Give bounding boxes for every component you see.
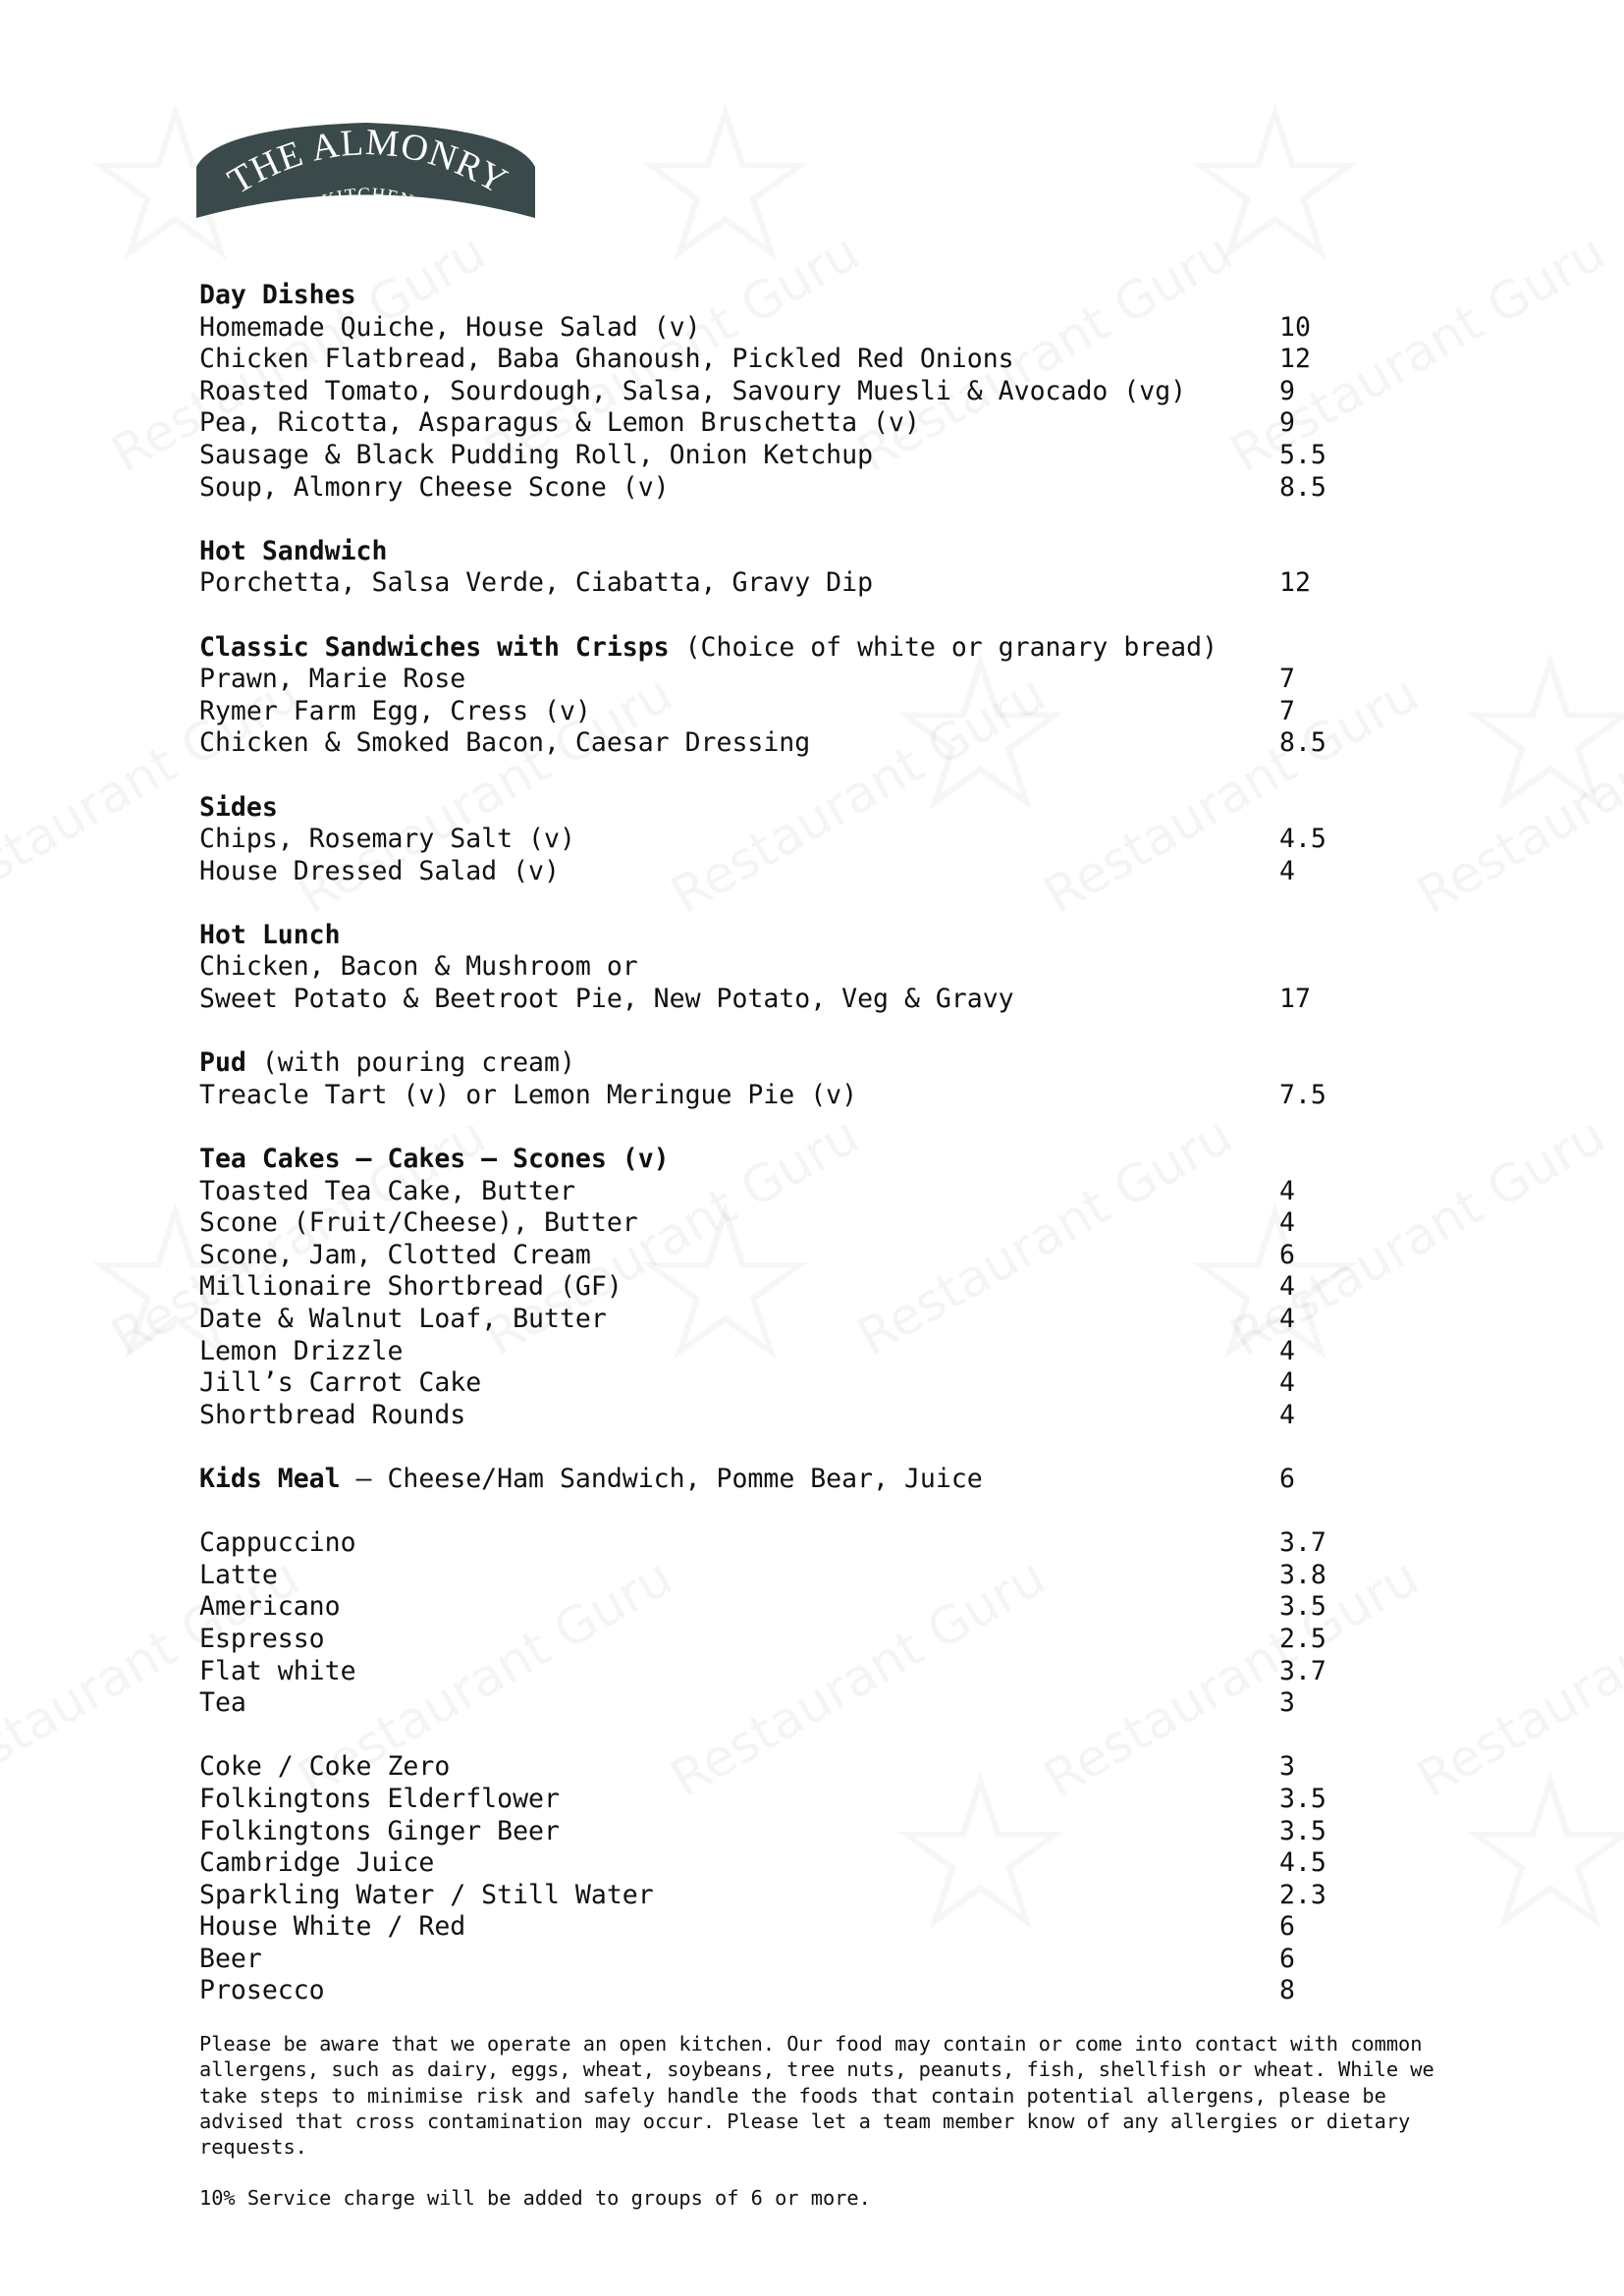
item-price: 4 bbox=[1279, 1271, 1295, 1303]
section-title: Kids Meal bbox=[199, 1463, 341, 1494]
menu-item bbox=[199, 1911, 1378, 1944]
section-gap bbox=[199, 600, 1378, 632]
menu-item bbox=[199, 1560, 1378, 1592]
section-title: Pud bbox=[199, 1047, 246, 1079]
section-title: Tea Cakes – Cakes – Scones (v) bbox=[199, 1144, 670, 1175]
item-name: Homemade Quiche, House Salad (v) bbox=[199, 311, 701, 343]
item-price: 4 bbox=[1279, 1304, 1295, 1334]
service-charge-note: 10% Service charge will be added to groups of 6 or more. bbox=[199, 2186, 871, 2210]
menu-item bbox=[199, 1816, 1378, 1848]
item-price: 4 bbox=[1279, 1175, 1295, 1206]
item-price: 12 bbox=[1279, 567, 1311, 599]
item-price: 3.5 bbox=[1279, 1783, 1326, 1814]
item-price: 3.5 bbox=[1279, 1591, 1326, 1623]
item-price: 17 bbox=[1279, 984, 1311, 1015]
menu-item bbox=[199, 1176, 1378, 1208]
menu-item bbox=[199, 1304, 1378, 1336]
item-name: Jill’s Carrot Cake bbox=[199, 1367, 482, 1399]
item-name: Cambridge Juice bbox=[199, 1847, 435, 1879]
section-heading bbox=[199, 1047, 1378, 1080]
item-price: 2.3 bbox=[1279, 1879, 1326, 1910]
section-heading bbox=[199, 280, 1378, 312]
item-name: Rymer Farm Egg, Cress (v) bbox=[199, 695, 591, 726]
menu-item bbox=[199, 1624, 1378, 1656]
menu-item bbox=[199, 856, 1378, 888]
menu-item bbox=[199, 1751, 1378, 1784]
star-fork-icon bbox=[1178, 59, 1372, 310]
item-name: Soup, Almonry Cheese Scone (v) bbox=[199, 471, 670, 503]
item-name: Prosecco bbox=[199, 1975, 325, 2006]
section-heading bbox=[199, 632, 1378, 665]
section-heading bbox=[199, 920, 1378, 952]
item-name: Folkingtons Elderflower bbox=[199, 1783, 560, 1814]
item-price: 4 bbox=[1279, 1367, 1295, 1399]
item-price: 4.5 bbox=[1279, 824, 1326, 855]
allergen-notice: Please be aware that we operate an open kitchen. Our food may contain or come into contact with common allergens, such as dairy, eggs, wheat, soybeans, tree nuts, peanuts, fish, shellfish or wheat. While we take steps to minimise risk and safely handle the foods that contain potential allergens, please be advised that cross contamination may occur. Please let a team member know of any allergies or dietary requests. bbox=[199, 2032, 1435, 2160]
item-price: 8.5 bbox=[1279, 727, 1326, 759]
item-name: Sparkling Water / Still Water bbox=[199, 1879, 654, 1910]
section-gap bbox=[199, 1431, 1378, 1464]
section-heading bbox=[199, 536, 1378, 568]
item-name: Porchetta, Salsa Verde, Ciabatta, Gravy Dip bbox=[199, 567, 874, 599]
section-note: (with pouring cream) bbox=[245, 1047, 575, 1079]
item-price: 4 bbox=[1279, 1335, 1295, 1366]
section-title: Hot Sandwich bbox=[199, 535, 388, 566]
menu-item bbox=[199, 567, 1378, 600]
item-name: Tea bbox=[199, 1687, 246, 1719]
star-fork-icon bbox=[1453, 1728, 1624, 1979]
menu-list bbox=[199, 280, 1378, 2007]
section-gap bbox=[199, 887, 1378, 920]
item-price: 8.5 bbox=[1279, 471, 1326, 503]
star-fork-icon bbox=[628, 59, 822, 310]
item-price: 6 bbox=[1279, 1943, 1295, 1974]
item-price: 7 bbox=[1279, 664, 1295, 695]
item-price: 7.5 bbox=[1279, 1079, 1326, 1110]
menu-item bbox=[199, 1847, 1378, 1880]
item-name: Prawn, Marie Rose bbox=[199, 664, 466, 695]
star-fork-icon bbox=[1453, 609, 1624, 860]
item-name: Chicken, Bacon & Mushroom or bbox=[199, 951, 638, 983]
item-name: Millionaire Shortbread (GF) bbox=[199, 1271, 623, 1303]
menu-item bbox=[199, 1240, 1378, 1272]
section-gap bbox=[199, 1016, 1378, 1048]
item-price: 12 bbox=[1279, 344, 1311, 375]
item-name: Americano bbox=[199, 1591, 341, 1623]
item-price: 8 bbox=[1279, 1975, 1295, 2006]
item-price: 2.5 bbox=[1279, 1623, 1326, 1654]
item-name: Sausage & Black Pudding Roll, Onion Ketchup bbox=[199, 439, 874, 470]
item-price bbox=[1279, 951, 1378, 984]
section-price bbox=[1279, 632, 1378, 665]
menu-item bbox=[199, 824, 1378, 856]
item-name: Coke / Coke Zero bbox=[199, 1751, 451, 1783]
menu-item bbox=[199, 1527, 1378, 1560]
item-name: Date & Walnut Loaf, Butter bbox=[199, 1304, 607, 1334]
section-price bbox=[1279, 1144, 1378, 1176]
item-name: Chicken Flatbread, Baba Ghanoush, Pickled Red Onions bbox=[199, 344, 1014, 375]
item-name: Treacle Tart (v) or Lemon Meringue Pie (v) bbox=[199, 1079, 858, 1110]
section-note: (Choice of white or granary bread) bbox=[669, 631, 1218, 663]
section-title: Classic Sandwiches with Crisps bbox=[199, 631, 670, 663]
item-name: Chicken & Smoked Bacon, Caesar Dressing bbox=[199, 727, 811, 759]
menu-item bbox=[199, 1687, 1378, 1720]
menu-item bbox=[199, 1367, 1378, 1400]
menu-item bbox=[199, 951, 1378, 984]
section-title: Hot Lunch bbox=[199, 919, 341, 950]
item-price: 9 bbox=[1279, 375, 1295, 406]
menu-item bbox=[199, 1656, 1378, 1688]
section-title: Day Dishes bbox=[199, 280, 356, 310]
item-price: 3.7 bbox=[1279, 1527, 1326, 1559]
menu-item bbox=[199, 312, 1378, 345]
logo-subtitle: KITCHEN bbox=[320, 184, 416, 213]
item-name: Roasted Tomato, Sourdough, Salsa, Savoury Muesli & Avocado (vg) bbox=[199, 375, 1187, 406]
watermark-text bbox=[1408, 665, 1624, 926]
item-price: 10 bbox=[1279, 311, 1311, 343]
item-price: 4 bbox=[1279, 1399, 1295, 1430]
item-price: 6 bbox=[1279, 1239, 1295, 1270]
item-price: 3.7 bbox=[1279, 1655, 1326, 1686]
section-note: – Cheese/Ham Sandwich, Pomme Bear, Juice bbox=[340, 1463, 983, 1494]
item-name: Sweet Potato & Beetroot Pie, New Potato, Veg & Gravy bbox=[199, 984, 1014, 1015]
item-name: Scone (Fruit/Cheese), Butter bbox=[199, 1207, 638, 1239]
menu-item bbox=[199, 440, 1378, 472]
item-name: Toasted Tea Cake, Butter bbox=[199, 1175, 575, 1206]
item-price: 9 bbox=[1279, 407, 1295, 439]
menu-item bbox=[199, 696, 1378, 728]
item-price: 3 bbox=[1279, 1687, 1295, 1719]
item-name: Shortbread Rounds bbox=[199, 1399, 466, 1430]
item-price: 3.8 bbox=[1279, 1559, 1326, 1590]
item-price: 3.5 bbox=[1279, 1815, 1326, 1846]
section-gap bbox=[199, 1720, 1378, 1752]
section-title: Sides bbox=[199, 791, 278, 823]
section-heading bbox=[199, 792, 1378, 825]
menu-item bbox=[199, 1975, 1378, 2007]
item-name: Chips, Rosemary Salt (v) bbox=[199, 824, 575, 855]
section-gap bbox=[199, 1496, 1378, 1528]
menu-item bbox=[199, 1944, 1378, 1976]
item-name: Espresso bbox=[199, 1623, 325, 1654]
menu-item bbox=[199, 1880, 1378, 1912]
menu-item bbox=[199, 1080, 1378, 1112]
menu-item bbox=[199, 407, 1378, 440]
menu-item bbox=[199, 1591, 1378, 1624]
menu-item bbox=[199, 1784, 1378, 1816]
section-price bbox=[1279, 280, 1378, 312]
menu-item bbox=[199, 984, 1378, 1016]
almonry-kitchen-logo bbox=[196, 118, 535, 218]
menu-item bbox=[199, 664, 1378, 696]
item-name: Flat white bbox=[199, 1655, 356, 1686]
menu-item bbox=[199, 472, 1378, 505]
item-price: 3 bbox=[1279, 1751, 1295, 1783]
item-name: Lemon Drizzle bbox=[199, 1335, 404, 1366]
section-gap bbox=[199, 1111, 1378, 1144]
section-price bbox=[1279, 792, 1378, 825]
item-name: House White / Red bbox=[199, 1911, 466, 1943]
menu-item bbox=[199, 1271, 1378, 1304]
menu-item bbox=[199, 376, 1378, 408]
menu-item bbox=[199, 1336, 1378, 1368]
item-name: Pea, Ricotta, Asparagus & Lemon Bruschetta (v) bbox=[199, 407, 920, 439]
item-price: 5.5 bbox=[1279, 439, 1326, 470]
menu-item bbox=[199, 1400, 1378, 1432]
item-price: 7 bbox=[1279, 695, 1295, 726]
item-name: Latte bbox=[199, 1559, 278, 1590]
item-price: 4 bbox=[1279, 1207, 1295, 1239]
section-price bbox=[1279, 536, 1378, 568]
section-price bbox=[1279, 920, 1378, 952]
item-name: Folkingtons Ginger Beer bbox=[199, 1815, 560, 1846]
item-name: Scone, Jam, Clotted Cream bbox=[199, 1239, 591, 1270]
section-gap bbox=[199, 504, 1378, 536]
logo-title: THE ALMONRY bbox=[221, 121, 515, 203]
section-gap bbox=[199, 760, 1378, 792]
item-name: Cappuccino bbox=[199, 1527, 356, 1559]
section-heading bbox=[199, 1144, 1378, 1176]
section-price bbox=[1279, 1047, 1378, 1080]
item-name: House Dressed Salad (v) bbox=[199, 855, 560, 886]
section-price: 6 bbox=[1279, 1463, 1295, 1494]
item-name: Beer bbox=[199, 1943, 262, 1974]
menu-item bbox=[199, 344, 1378, 376]
item-price: 4 bbox=[1279, 855, 1295, 886]
item-price: 6 bbox=[1279, 1911, 1295, 1943]
menu-item bbox=[199, 727, 1378, 760]
section-heading bbox=[199, 1464, 1378, 1496]
watermark-text bbox=[1408, 1548, 1624, 1809]
item-price: 4.5 bbox=[1279, 1847, 1326, 1879]
menu-item bbox=[199, 1207, 1378, 1240]
